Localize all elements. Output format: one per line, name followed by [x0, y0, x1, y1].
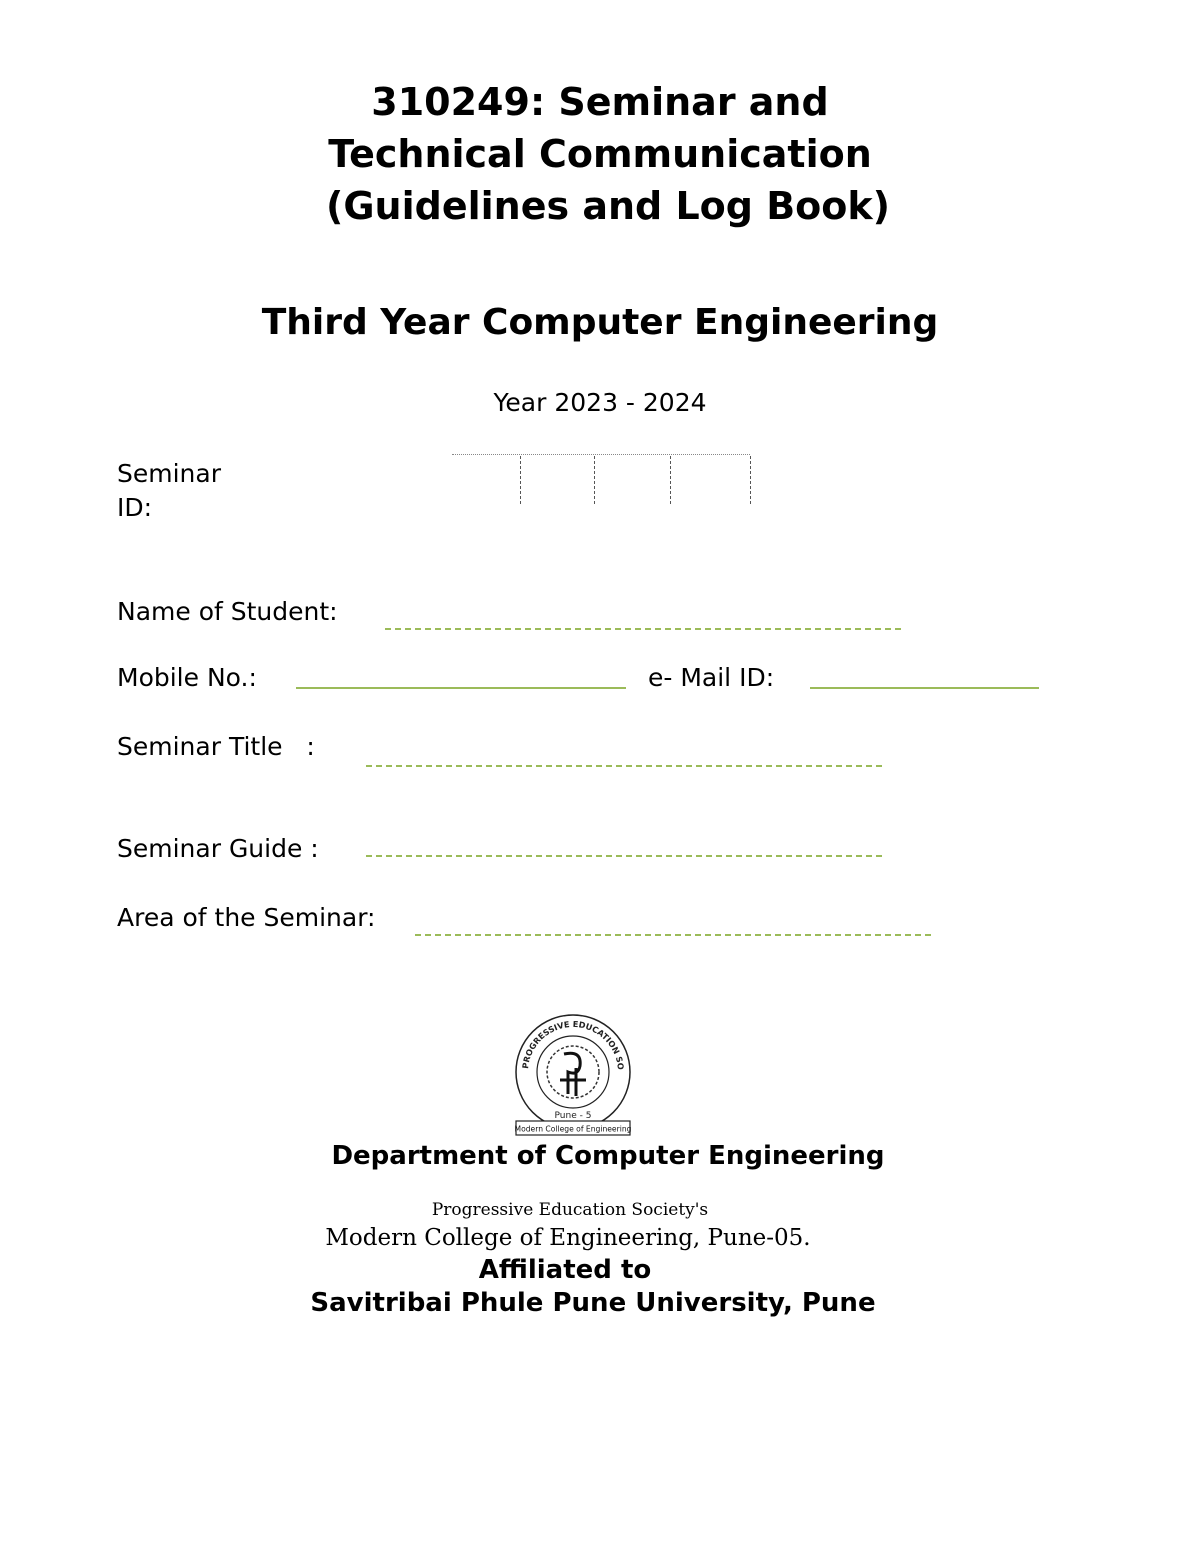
- college-name: Modern College of Engineering, Pune-05.: [325, 1225, 811, 1251]
- class-title: Third Year Computer Engineering: [261, 302, 939, 343]
- email-field[interactable]: [810, 687, 1039, 689]
- seminar-id-label-line1: Seminar: [117, 459, 221, 488]
- seminar-guide-field[interactable]: [366, 855, 882, 857]
- logo-emblem-icon: [512, 1010, 634, 1140]
- svg-text:PROGRESSIVE EDUCATION SOCIETY: [512, 1010, 626, 1070]
- mobile-field[interactable]: [296, 687, 626, 689]
- email-label: e- Mail ID:: [648, 663, 775, 692]
- student-name-field[interactable]: [385, 628, 901, 630]
- college-logo: [512, 1010, 634, 1140]
- seminar-title-label: Seminar Title :: [117, 732, 315, 761]
- society-name: Progressive Education Society's: [431, 1200, 709, 1220]
- affiliation-label: Affiliated to: [478, 1255, 652, 1285]
- seminar-id-field[interactable]: [452, 454, 750, 505]
- department-name: Department of Computer Engineering: [331, 1141, 885, 1171]
- seminar-id-divider: [520, 456, 521, 504]
- seminar-area-label: Area of the Seminar:: [117, 903, 376, 932]
- logo-city-text: Pune - 5: [554, 1111, 592, 1121]
- seminar-guide-label: Seminar Guide :: [117, 834, 319, 863]
- course-title-line1: 310249: Seminar and: [371, 80, 829, 124]
- logo-ring-text: PROGRESSIVE EDUCATION SO: [520, 1018, 627, 1071]
- seminar-id-divider: [750, 456, 751, 504]
- course-title-line2: Technical Communication: [328, 132, 872, 176]
- seminar-title-field[interactable]: [366, 765, 882, 767]
- mobile-label: Mobile No.:: [117, 663, 257, 692]
- logo-banner-text: Modern College of Engineering: [514, 1124, 632, 1134]
- academic-year: Year 2023 - 2024: [493, 388, 707, 417]
- university-name: Savitribai Phule Pune University, Pune: [310, 1288, 876, 1318]
- seminar-id-divider: [670, 456, 671, 504]
- seminar-area-field[interactable]: [415, 934, 931, 936]
- student-name-label: Name of Student:: [117, 597, 338, 626]
- seminar-id-divider: [594, 456, 595, 504]
- seminar-id-label-line2: ID:: [117, 493, 153, 522]
- course-title-line3: (Guidelines and Log Book): [325, 184, 891, 228]
